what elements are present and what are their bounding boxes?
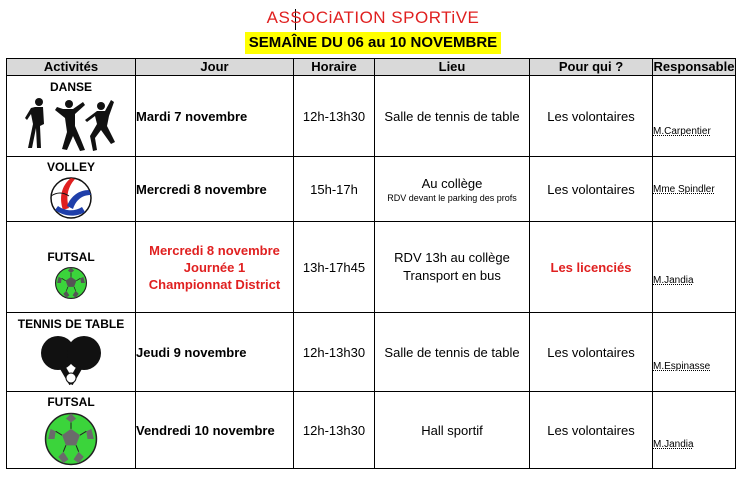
activity-cell	[7, 392, 136, 469]
activity-name: VOLLEY	[46, 160, 95, 174]
time-cell: 12h-13h30	[294, 313, 375, 392]
place-cell	[375, 157, 530, 222]
responsible-cell: M.Jandia	[653, 392, 736, 469]
time-cell: 12h-13h30	[294, 76, 375, 157]
responsible-cell: M.Espinasse	[653, 313, 736, 392]
subtitle-row	[0, 32, 746, 54]
table-row	[7, 392, 736, 469]
column-header-place: Lieu	[375, 59, 530, 76]
place-line: RDV 13h au collège	[394, 250, 510, 265]
place-cell: Salle de tennis de table	[375, 76, 530, 157]
table-row	[7, 313, 736, 392]
audience-cell: Les volontaires	[530, 313, 653, 392]
time-cell: 13h-17h45	[294, 222, 375, 313]
table-header-row	[7, 59, 736, 76]
column-header-responsible: Responsable	[653, 59, 735, 74]
audience-cell: Les volontaires	[530, 76, 653, 157]
soccer-ball-icon	[54, 266, 88, 300]
soccer-ball-icon	[43, 411, 99, 467]
place-cell: Hall sportif	[375, 392, 530, 469]
activity-cell	[7, 76, 136, 157]
time-cell: 12h-13h30	[294, 392, 375, 469]
volleyball-icon	[49, 176, 93, 220]
day-line: Mercredi 8 novembre	[149, 242, 280, 258]
page-title: ASSOCiATION SPORTiVE	[266, 8, 480, 27]
audience-cell: Les volontaires	[530, 157, 653, 222]
activity-cell	[7, 313, 136, 392]
audience-cell: Les licenciés	[530, 222, 653, 313]
schedule-table	[6, 58, 736, 469]
responsible-cell: M.Jandia	[653, 222, 736, 313]
activity-name: FUTSAL	[47, 250, 95, 264]
column-header-activities: Activités	[7, 59, 136, 76]
activity-name: DANSE	[49, 80, 92, 94]
day-cell: Mercredi 8 novembre	[136, 157, 294, 222]
ping-pong-paddles-icon	[38, 333, 104, 389]
column-header-day: Jour	[136, 59, 294, 76]
place-cell: Salle de tennis de table	[375, 313, 530, 392]
column-header-time: Horaire	[294, 59, 375, 76]
day-line: Journée 1	[183, 259, 246, 275]
activity-name: FUTSAL	[47, 395, 95, 409]
activity-name: TENNIS DE TABLE	[17, 317, 125, 331]
audience-cell: Les volontaires	[530, 392, 653, 469]
place-line: Transport en bus	[403, 268, 501, 283]
place-cell	[375, 222, 530, 313]
place-name: Au collège	[421, 175, 483, 191]
column-header-audience: Pour qui ?	[530, 59, 653, 76]
place-note: RDV devant le parking des profs	[387, 192, 517, 203]
day-line: Championnat District	[148, 276, 281, 292]
table-row	[7, 222, 736, 313]
time-cell: 15h-17h	[294, 157, 375, 222]
activity-cell	[7, 157, 136, 222]
responsible-cell: Mme Spindler	[653, 157, 736, 222]
day-cell: Mardi 7 novembre	[136, 76, 294, 157]
week-subtitle: SEMAÎNE DU 06 au 10 NOVEMBRE	[245, 32, 501, 54]
responsible-cell: M.Carpentier	[653, 76, 736, 157]
activity-cell	[7, 222, 136, 313]
day-cell	[136, 222, 294, 313]
table-row	[7, 157, 736, 222]
dancers-silhouette-icon	[25, 96, 117, 154]
table-row	[7, 76, 736, 157]
day-cell: Vendredi 10 novembre	[136, 392, 294, 469]
day-cell: Jeudi 9 novembre	[136, 313, 294, 392]
